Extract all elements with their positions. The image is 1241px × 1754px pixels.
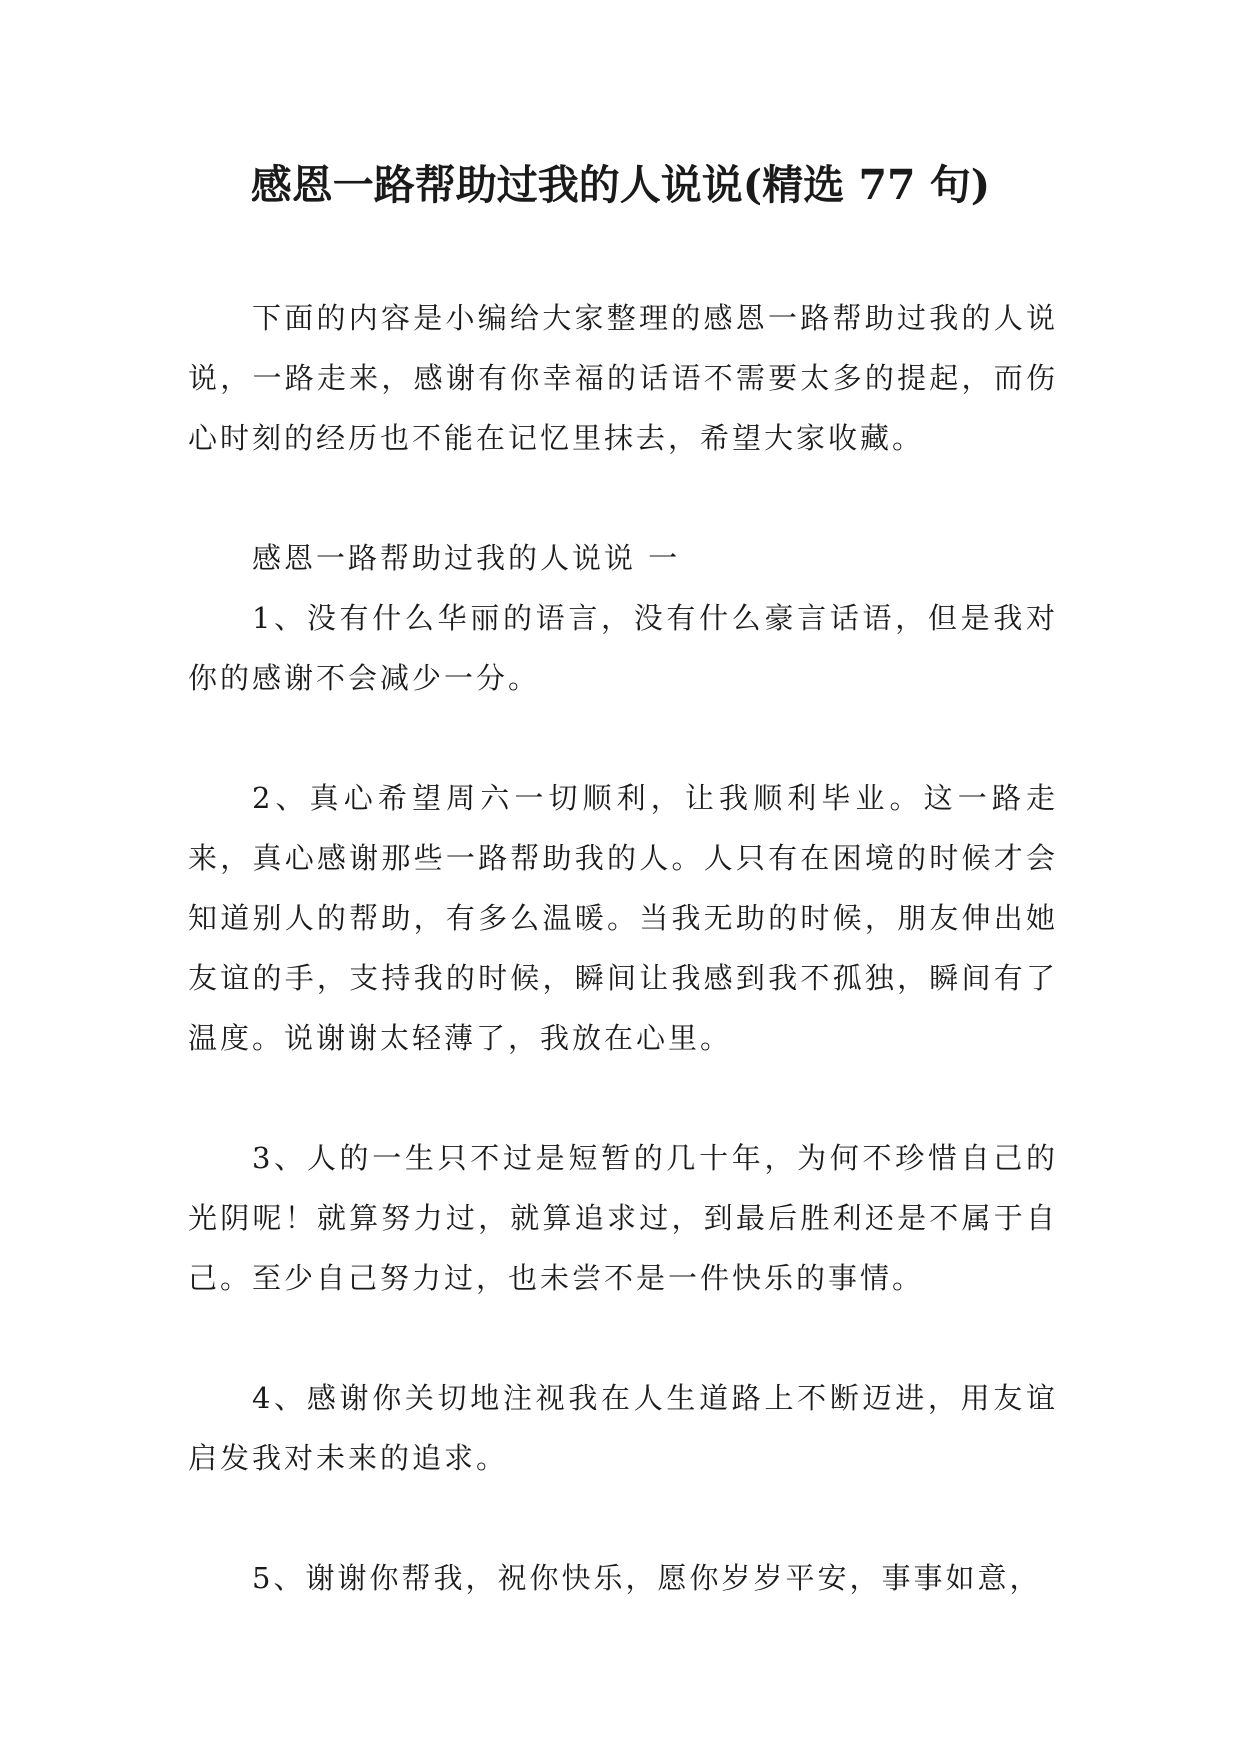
paragraph-gap: [188, 468, 1058, 528]
intro-paragraph: 下面的内容是小编给大家整理的感恩一路帮助过我的人说说，一路走来，感谢有你幸福的话语不需要太多的提起，而伤心时刻的经历也不能在记忆里抹去，希望大家收藏。: [188, 301, 1058, 455]
document-body: [188, 288, 1058, 1608]
paragraph-gap: [188, 1488, 1058, 1548]
list-item: 4、感谢你关切地注视我在人生道路上不断迈进，用友谊启发我对未来的追求。: [188, 1381, 1058, 1475]
paragraph-gap: [188, 708, 1058, 768]
list-item: 2、真心希望周六一切顺利，让我顺利毕业。这一路走来，真心感谢那些一路帮助我的人。人只有在困境的时候才会知道别人的帮助，有多么温暖。当我无助的时候，朋友伸出她友谊的手，支持我的时候，瞬间让我感到我不孤独，瞬间有了温度。说谢谢太轻薄了，我放在心里。: [188, 781, 1058, 1055]
list-item: 1、没有什么华丽的语言，没有什么豪言话语，但是我对你的感谢不会减少一分。: [188, 601, 1058, 695]
paragraph-gap: [188, 1068, 1058, 1128]
section-heading: 感恩一路帮助过我的人说说 一: [252, 541, 681, 575]
paragraph-gap: [188, 1308, 1058, 1368]
list-item: 3、人的一生只不过是短暂的几十年，为何不珍惜自己的光阴呢！就算努力过，就算追求过，到最后胜利还是不属于自己。至少自己努力过，也未尝不是一件快乐的事情。: [188, 1141, 1058, 1295]
document-title: 感恩一路帮助过我的人说说(精选 77 句): [250, 161, 991, 209]
list-item: 5、谢谢你帮我，祝你快乐，愿你岁岁平安，事事如意，: [252, 1561, 1042, 1595]
